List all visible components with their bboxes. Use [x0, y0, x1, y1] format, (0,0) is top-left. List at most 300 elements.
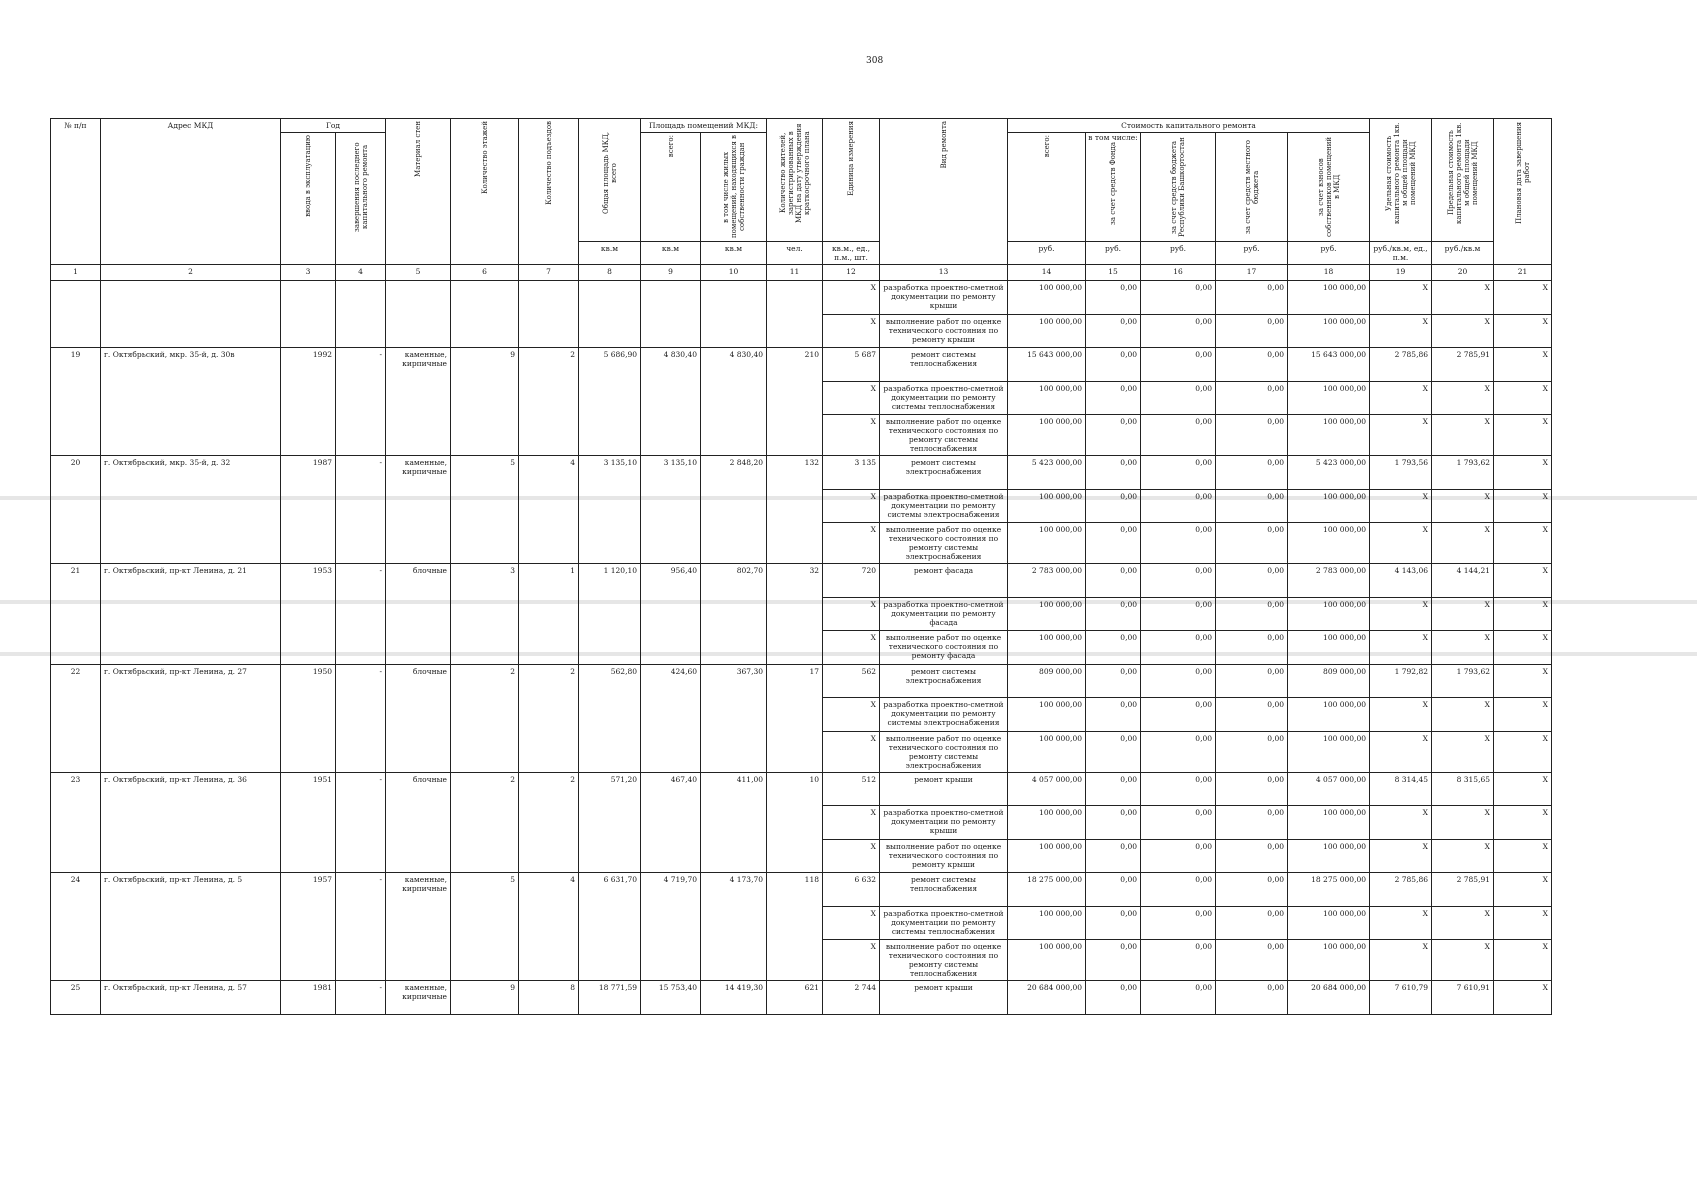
- cell-year-commission: [281, 281, 336, 315]
- cell-cost-owners: 100 000,00: [1288, 698, 1370, 732]
- cell-floors: 9: [451, 981, 519, 1015]
- cell-num: [51, 631, 101, 665]
- cell-work-type: ремонт фасада: [880, 564, 1008, 598]
- cell-total-area: [579, 489, 641, 523]
- cell-unit-cost: 1 793,56: [1370, 456, 1432, 490]
- cell-cost-fund: 0,00: [1086, 348, 1141, 382]
- column-number: 20: [1432, 265, 1494, 281]
- cell-year-commission: 1950: [281, 664, 336, 698]
- unit-cost-owners: руб.: [1288, 242, 1370, 265]
- cell-limit-cost: 2 785,91: [1432, 873, 1494, 907]
- cell-floors: 2: [451, 772, 519, 806]
- cell-floors: [451, 381, 519, 415]
- cell-cost-owners: 100 000,00: [1288, 806, 1370, 840]
- cell-cost-total: 100 000,00: [1008, 731, 1086, 772]
- cell-floors: [451, 281, 519, 315]
- cell-planned-date: X: [1494, 523, 1552, 564]
- cell-residents: 621: [767, 981, 823, 1015]
- cell-unit-cost: X: [1370, 731, 1432, 772]
- cell-premises-residents: [701, 281, 767, 315]
- cell-total-area: 5 686,90: [579, 348, 641, 382]
- cell-cost-total: 2 783 000,00: [1008, 564, 1086, 598]
- cell-work-type: разработка проектно-сметной документации по ремонту крыши: [880, 806, 1008, 840]
- header-num: № п/п: [51, 119, 101, 265]
- cell-wall-material: [386, 940, 451, 981]
- cell-unit-cost: X: [1370, 281, 1432, 315]
- cell-premises-total: 467,40: [641, 772, 701, 806]
- cell-unit: X: [823, 631, 880, 665]
- cell-year-commission: [281, 489, 336, 523]
- cell-cost-owners: 100 000,00: [1288, 597, 1370, 631]
- cell-cost-owners: 4 057 000,00: [1288, 772, 1370, 806]
- cell-wall-material: [386, 806, 451, 840]
- cell-address: [101, 523, 281, 564]
- cell-unit: 5 687: [823, 348, 880, 382]
- cell-year-commission: 1981: [281, 981, 336, 1015]
- cell-total-area: [579, 698, 641, 732]
- cell-total-area: 3 135,10: [579, 456, 641, 490]
- column-number: 18: [1288, 265, 1370, 281]
- cell-cost-owners: 2 783 000,00: [1288, 564, 1370, 598]
- cell-cost-fund: 0,00: [1086, 489, 1141, 523]
- cell-address: [101, 698, 281, 732]
- cell-cost-republic: 0,00: [1141, 981, 1216, 1015]
- cell-cost-total: 100 000,00: [1008, 839, 1086, 873]
- cell-cost-total: 100 000,00: [1008, 631, 1086, 665]
- cell-floors: 5: [451, 873, 519, 907]
- cell-wall-material: [386, 631, 451, 665]
- header-address: Адрес МКД: [101, 119, 281, 265]
- cell-work-type: разработка проектно-сметной документации по ремонту системы теплоснабжения: [880, 906, 1008, 940]
- header-entrances: Количество подъездов: [544, 121, 553, 205]
- cell-cost-republic: 0,00: [1141, 348, 1216, 382]
- cell-work-type: ремонт системы электроснабжения: [880, 664, 1008, 698]
- cell-unit-cost: X: [1370, 415, 1432, 456]
- cell-num: 22: [51, 664, 101, 698]
- cell-premises-total: [641, 314, 701, 348]
- cell-wall-material: [386, 415, 451, 456]
- column-number: 12: [823, 265, 880, 281]
- repair-plan-table: [50, 118, 1552, 1015]
- cell-cost-local: 0,00: [1216, 698, 1288, 732]
- cell-wall-material: [386, 731, 451, 772]
- cell-cost-local: 0,00: [1216, 772, 1288, 806]
- cell-floors: [451, 698, 519, 732]
- cell-work-type: разработка проектно-сметной документации по ремонту крыши: [880, 281, 1008, 315]
- cell-premises-total: [641, 940, 701, 981]
- cell-cost-fund: 0,00: [1086, 772, 1141, 806]
- cell-wall-material: [386, 381, 451, 415]
- cell-premises-residents: 367,30: [701, 664, 767, 698]
- cell-premises-total: [641, 415, 701, 456]
- cell-limit-cost: 8 315,65: [1432, 772, 1494, 806]
- cell-premises-residents: [701, 314, 767, 348]
- cell-cost-owners: 100 000,00: [1288, 314, 1370, 348]
- cell-premises-residents: [701, 906, 767, 940]
- cell-premises-residents: [701, 415, 767, 456]
- cell-entrances: [519, 523, 579, 564]
- cell-total-area: 18 771,59: [579, 981, 641, 1015]
- cell-limit-cost: X: [1432, 631, 1494, 665]
- cell-entrances: 2: [519, 772, 579, 806]
- cell-entrances: [519, 839, 579, 873]
- cell-premises-residents: [701, 940, 767, 981]
- cell-year-commission: [281, 631, 336, 665]
- cell-floors: [451, 731, 519, 772]
- cell-address: г. Октябрьский, пр-кт Ленина, д. 36: [101, 772, 281, 806]
- cell-cost-fund: 0,00: [1086, 381, 1141, 415]
- cell-work-type: выполнение работ по оценке технического состояния по ремонту крыши: [880, 314, 1008, 348]
- table-row: [51, 564, 1552, 598]
- cell-num: [51, 381, 101, 415]
- cell-entrances: [519, 698, 579, 732]
- cell-cost-total: 4 057 000,00: [1008, 772, 1086, 806]
- cell-unit: 3 135: [823, 456, 880, 490]
- cell-cost-fund: 0,00: [1086, 940, 1141, 981]
- cell-cost-owners: 100 000,00: [1288, 415, 1370, 456]
- cell-wall-material: [386, 597, 451, 631]
- cell-unit: X: [823, 839, 880, 873]
- cell-cost-fund: 0,00: [1086, 281, 1141, 315]
- table-row: [51, 489, 1552, 523]
- cell-wall-material: [386, 523, 451, 564]
- cell-address: [101, 940, 281, 981]
- cell-cost-local: 0,00: [1216, 981, 1288, 1015]
- cell-floors: 9: [451, 348, 519, 382]
- cell-planned-date: X: [1494, 839, 1552, 873]
- cell-residents: [767, 731, 823, 772]
- cell-limit-cost: X: [1432, 731, 1494, 772]
- cell-total-area: [579, 281, 641, 315]
- cell-unit: X: [823, 489, 880, 523]
- cell-year-commission: [281, 806, 336, 840]
- cell-entrances: 1: [519, 564, 579, 598]
- cell-residents: [767, 597, 823, 631]
- cell-year-last-repair: -: [336, 456, 386, 490]
- cell-address: [101, 906, 281, 940]
- cell-year-last-repair: -: [336, 348, 386, 382]
- cell-unit-cost: 2 785,86: [1370, 873, 1432, 907]
- cell-cost-local: 0,00: [1216, 564, 1288, 598]
- cell-cost-fund: 0,00: [1086, 597, 1141, 631]
- cell-year-last-repair: [336, 381, 386, 415]
- cell-total-area: 1 120,10: [579, 564, 641, 598]
- cell-cost-fund: 0,00: [1086, 564, 1141, 598]
- column-number: 3: [281, 265, 336, 281]
- header-cost-including: в том числе:: [1088, 133, 1138, 142]
- cell-cost-republic: 0,00: [1141, 523, 1216, 564]
- cell-unit: X: [823, 806, 880, 840]
- cell-planned-date: X: [1494, 698, 1552, 732]
- cell-address: г. Октябрьский, мкр. 35-й, д. 32: [101, 456, 281, 490]
- cell-year-last-repair: [336, 839, 386, 873]
- header-premises-total: всего:: [666, 135, 675, 158]
- cell-unit-cost: 2 785,86: [1370, 348, 1432, 382]
- cell-year-last-repair: -: [336, 772, 386, 806]
- cell-residents: [767, 314, 823, 348]
- cell-cost-owners: 100 000,00: [1288, 906, 1370, 940]
- cell-unit-cost: X: [1370, 523, 1432, 564]
- cell-limit-cost: 2 785,91: [1432, 348, 1494, 382]
- cell-cost-fund: 0,00: [1086, 698, 1141, 732]
- table-row: [51, 981, 1552, 1015]
- cell-address: [101, 281, 281, 315]
- column-number: 15: [1086, 265, 1141, 281]
- cell-work-type: выполнение работ по оценке технического состояния по ремонту системы электроснабжения: [880, 523, 1008, 564]
- cell-residents: [767, 906, 823, 940]
- unit-unit-cost: руб./кв.м, ед., п.м.: [1370, 242, 1432, 265]
- cell-cost-owners: 5 423 000,00: [1288, 456, 1370, 490]
- unit-premises-residents: кв.м: [701, 242, 767, 265]
- cell-cost-local: 0,00: [1216, 314, 1288, 348]
- cell-address: [101, 489, 281, 523]
- cell-wall-material: [386, 906, 451, 940]
- cell-planned-date: X: [1494, 873, 1552, 907]
- unit-cost-republic: руб.: [1141, 242, 1216, 265]
- cell-wall-material: [386, 489, 451, 523]
- cell-cost-republic: 0,00: [1141, 873, 1216, 907]
- column-number: 6: [451, 265, 519, 281]
- header-wall-material: Материал стен: [414, 121, 422, 177]
- header-year-group: Год: [281, 119, 386, 133]
- cell-premises-total: 4 719,70: [641, 873, 701, 907]
- cell-residents: [767, 631, 823, 665]
- cell-limit-cost: X: [1432, 940, 1494, 981]
- cell-premises-residents: [701, 631, 767, 665]
- cell-premises-residents: [701, 523, 767, 564]
- cell-planned-date: X: [1494, 664, 1552, 698]
- header-unit-cost: Удельная стоимость капитального ремонта 1кв. м общей площади помещений МКД: [1384, 122, 1417, 224]
- cell-limit-cost: X: [1432, 597, 1494, 631]
- cell-unit-cost: X: [1370, 381, 1432, 415]
- column-number: 14: [1008, 265, 1086, 281]
- header-cost-group: Стоимость капитального ремонта: [1008, 119, 1370, 133]
- column-number: 10: [701, 265, 767, 281]
- cell-entrances: [519, 381, 579, 415]
- cell-cost-owners: 18 275 000,00: [1288, 873, 1370, 907]
- cell-year-last-repair: [336, 731, 386, 772]
- cell-premises-total: [641, 523, 701, 564]
- cell-cost-total: 5 423 000,00: [1008, 456, 1086, 490]
- cell-cost-total: 100 000,00: [1008, 489, 1086, 523]
- table-row: [51, 281, 1552, 315]
- cell-cost-fund: 0,00: [1086, 906, 1141, 940]
- column-number: 11: [767, 265, 823, 281]
- cell-planned-date: X: [1494, 456, 1552, 490]
- cell-year-last-repair: -: [336, 873, 386, 907]
- cell-year-last-repair: [336, 281, 386, 315]
- cell-unit-cost: X: [1370, 489, 1432, 523]
- cell-year-commission: 1953: [281, 564, 336, 598]
- cell-address: [101, 314, 281, 348]
- cell-cost-total: 100 000,00: [1008, 940, 1086, 981]
- cell-cost-owners: 809 000,00: [1288, 664, 1370, 698]
- header-limit-cost: Предельная стоимость капитального ремонта 1кв. м общей площади помещений МКД: [1446, 122, 1479, 224]
- cell-premises-total: [641, 698, 701, 732]
- cell-cost-fund: 0,00: [1086, 981, 1141, 1015]
- cell-cost-local: 0,00: [1216, 489, 1288, 523]
- cell-wall-material: [386, 698, 451, 732]
- cell-cost-local: 0,00: [1216, 906, 1288, 940]
- column-number: 17: [1216, 265, 1288, 281]
- cell-cost-local: 0,00: [1216, 806, 1288, 840]
- cell-limit-cost: X: [1432, 906, 1494, 940]
- header-cost-owners: за счет взносов собственников помещений в МКД: [1316, 136, 1341, 238]
- cell-floors: [451, 940, 519, 981]
- cell-address: г. Октябрьский, мкр. 35-й, д. 30в: [101, 348, 281, 382]
- cell-cost-total: 100 000,00: [1008, 314, 1086, 348]
- cell-work-type: ремонт системы теплоснабжения: [880, 348, 1008, 382]
- table-row: [51, 731, 1552, 772]
- cell-floors: [451, 523, 519, 564]
- cell-cost-republic: 0,00: [1141, 597, 1216, 631]
- cell-unit: X: [823, 597, 880, 631]
- cell-num: 23: [51, 772, 101, 806]
- cell-residents: [767, 806, 823, 840]
- unit-cost-local: руб.: [1216, 242, 1288, 265]
- cell-planned-date: X: [1494, 631, 1552, 665]
- cell-cost-total: 100 000,00: [1008, 597, 1086, 631]
- cell-work-type: разработка проектно-сметной документации по ремонту системы электроснабжения: [880, 698, 1008, 732]
- cell-cost-total: 100 000,00: [1008, 806, 1086, 840]
- cell-premises-residents: [701, 806, 767, 840]
- cell-cost-total: 15 643 000,00: [1008, 348, 1086, 382]
- cell-unit-cost: X: [1370, 597, 1432, 631]
- cell-num: 20: [51, 456, 101, 490]
- cell-year-last-repair: [336, 631, 386, 665]
- cell-residents: [767, 940, 823, 981]
- cell-floors: [451, 597, 519, 631]
- table-row: [51, 348, 1552, 382]
- header-total-area: Общая площадь МКД, всего: [601, 131, 618, 215]
- cell-premises-total: 15 753,40: [641, 981, 701, 1015]
- cell-total-area: [579, 597, 641, 631]
- table-row: [51, 456, 1552, 490]
- cell-premises-total: [641, 731, 701, 772]
- cell-unit: 512: [823, 772, 880, 806]
- cell-entrances: [519, 281, 579, 315]
- cell-floors: [451, 489, 519, 523]
- cell-premises-residents: [701, 381, 767, 415]
- cell-cost-fund: 0,00: [1086, 456, 1141, 490]
- cell-year-last-repair: [336, 314, 386, 348]
- cell-limit-cost: X: [1432, 698, 1494, 732]
- cell-residents: [767, 489, 823, 523]
- cell-premises-total: 3 135,10: [641, 456, 701, 490]
- cell-cost-total: 809 000,00: [1008, 664, 1086, 698]
- cell-num: [51, 415, 101, 456]
- cell-cost-fund: 0,00: [1086, 806, 1141, 840]
- column-number: 7: [519, 265, 579, 281]
- cell-planned-date: X: [1494, 940, 1552, 981]
- cell-wall-material: [386, 314, 451, 348]
- cell-year-commission: [281, 839, 336, 873]
- cell-unit: 2 744: [823, 981, 880, 1015]
- cell-planned-date: X: [1494, 981, 1552, 1015]
- cell-premises-residents: [701, 597, 767, 631]
- cell-address: г. Октябрьский, пр-кт Ленина, д. 21: [101, 564, 281, 598]
- cell-unit-cost: 1 792,82: [1370, 664, 1432, 698]
- header-cost-republic: за счет средств бюджета Республики Башкортостан: [1170, 137, 1186, 237]
- cell-address: [101, 381, 281, 415]
- cell-residents: 132: [767, 456, 823, 490]
- cell-entrances: [519, 806, 579, 840]
- cell-total-area: [579, 731, 641, 772]
- cell-limit-cost: X: [1432, 806, 1494, 840]
- cell-year-last-repair: -: [336, 664, 386, 698]
- cell-wall-material: каменные, кирпичные: [386, 873, 451, 907]
- cell-total-area: [579, 839, 641, 873]
- cell-premises-total: [641, 631, 701, 665]
- cell-residents: [767, 281, 823, 315]
- cell-unit-cost: X: [1370, 940, 1432, 981]
- unit-cost-total: руб.: [1008, 242, 1086, 265]
- cell-cost-total: 100 000,00: [1008, 906, 1086, 940]
- cell-cost-fund: 0,00: [1086, 415, 1141, 456]
- column-number: 9: [641, 265, 701, 281]
- cell-work-type: разработка проектно-сметной документации по ремонту системы теплоснабжения: [880, 381, 1008, 415]
- cell-unit: X: [823, 381, 880, 415]
- cell-num: [51, 698, 101, 732]
- cell-cost-republic: 0,00: [1141, 839, 1216, 873]
- unit-total-area: кв.м: [579, 242, 641, 265]
- cell-cost-fund: 0,00: [1086, 839, 1141, 873]
- cell-cost-republic: 0,00: [1141, 564, 1216, 598]
- cell-total-area: [579, 631, 641, 665]
- cell-unit-cost: X: [1370, 839, 1432, 873]
- cell-entrances: [519, 731, 579, 772]
- cell-premises-residents: 802,70: [701, 564, 767, 598]
- cell-floors: 2: [451, 664, 519, 698]
- cell-premises-residents: 411,00: [701, 772, 767, 806]
- unit-residents: чел.: [767, 242, 823, 265]
- cell-entrances: [519, 631, 579, 665]
- unit-unit: кв.м., ед., п.м., шт.: [823, 242, 880, 265]
- cell-entrances: 2: [519, 348, 579, 382]
- cell-year-last-repair: -: [336, 564, 386, 598]
- cell-cost-total: 100 000,00: [1008, 698, 1086, 732]
- cell-cost-republic: 0,00: [1141, 631, 1216, 665]
- cell-premises-total: 424,60: [641, 664, 701, 698]
- column-number: 4: [336, 265, 386, 281]
- cell-cost-fund: 0,00: [1086, 523, 1141, 564]
- cell-address: г. Октябрьский, пр-кт Ленина, д. 5: [101, 873, 281, 907]
- cell-year-last-repair: [336, 906, 386, 940]
- column-number: 5: [386, 265, 451, 281]
- cell-unit: X: [823, 523, 880, 564]
- table-row: [51, 940, 1552, 981]
- cell-floors: [451, 839, 519, 873]
- cell-work-type: выполнение работ по оценке технического состояния по ремонту фасада: [880, 631, 1008, 665]
- table-row: [51, 873, 1552, 907]
- cell-premises-residents: [701, 731, 767, 772]
- cell-num: 21: [51, 564, 101, 598]
- cell-cost-republic: 0,00: [1141, 281, 1216, 315]
- cell-unit: X: [823, 940, 880, 981]
- cell-residents: [767, 523, 823, 564]
- cell-cost-local: 0,00: [1216, 456, 1288, 490]
- cell-residents: [767, 415, 823, 456]
- cell-wall-material: блочные: [386, 772, 451, 806]
- cell-year-last-repair: [336, 940, 386, 981]
- table-row: [51, 664, 1552, 698]
- cell-entrances: 4: [519, 456, 579, 490]
- cell-premises-total: 4 830,40: [641, 348, 701, 382]
- cell-year-commission: [281, 381, 336, 415]
- cell-planned-date: X: [1494, 597, 1552, 631]
- cell-floors: 3: [451, 564, 519, 598]
- unit-cost-fund: руб.: [1086, 242, 1141, 265]
